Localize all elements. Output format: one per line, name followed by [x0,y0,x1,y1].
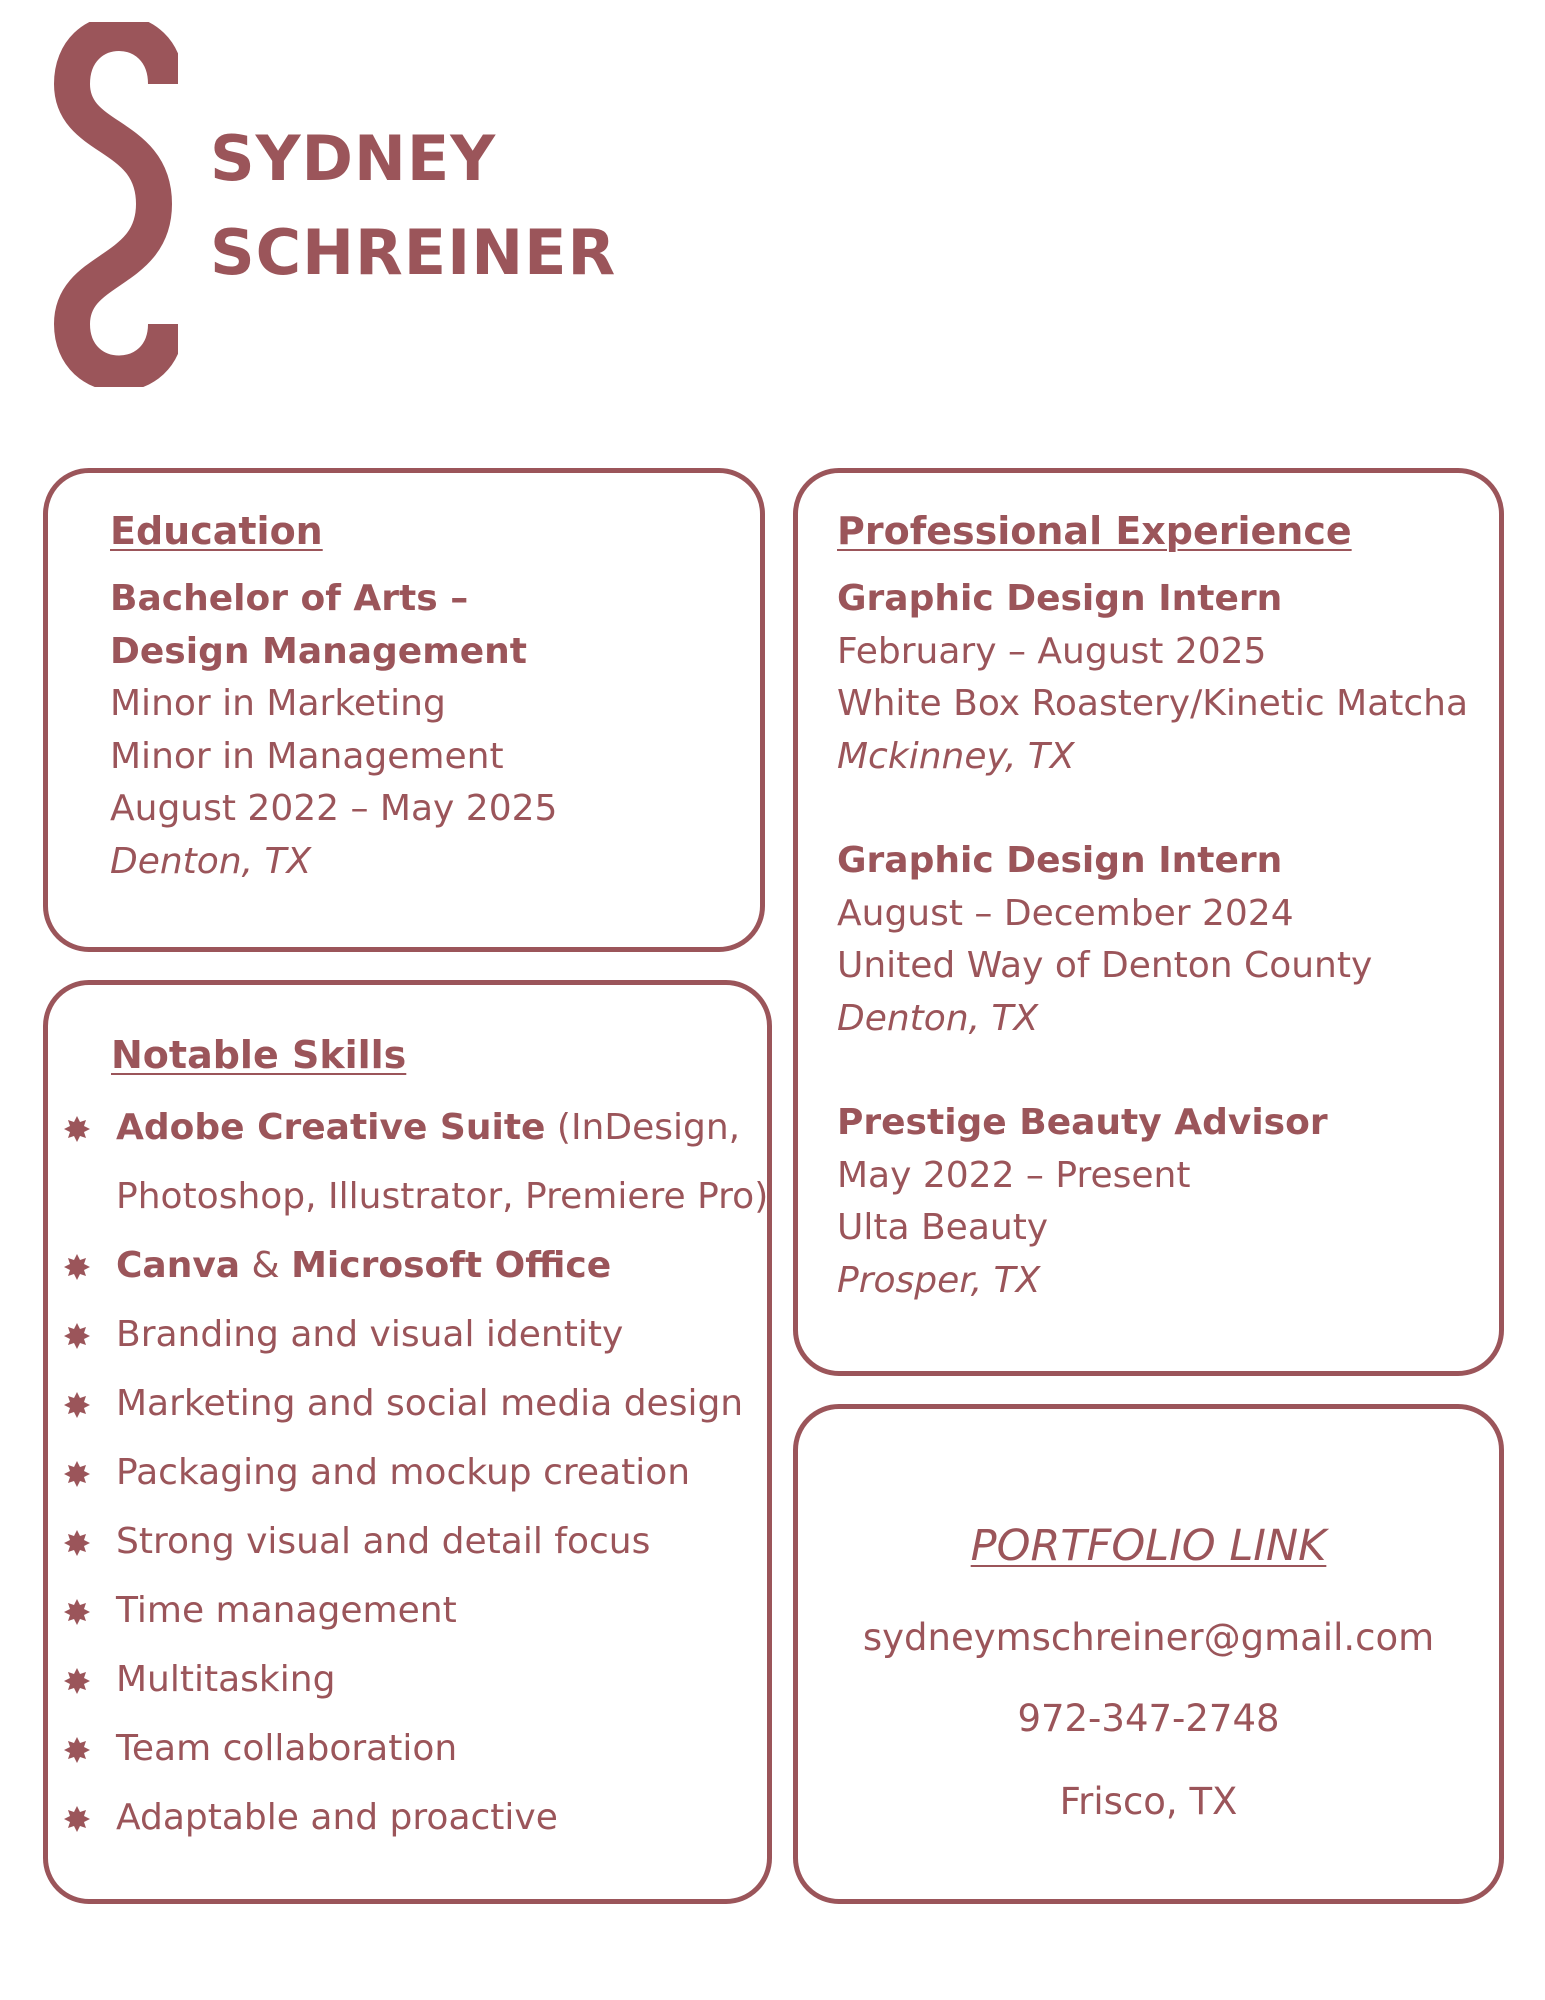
skill-label: Strong visual and detail focus [116,1521,651,1562]
star-burst-icon [64,1737,90,1763]
skill-adobe: Adobe Creative Suite [116,1107,546,1148]
job-dates: August – December 2024 [837,892,1294,934]
education-heading: Education [110,509,323,553]
skill-item [48,1300,767,1369]
skill-office: Microsoft Office [291,1245,612,1286]
skill-label: Time management [116,1590,457,1631]
phone-number: 972-347-2748 [1017,1697,1280,1740]
last-name: SCHREINER [210,216,617,289]
contact-card [793,1404,1504,1904]
star-burst-icon [64,1461,90,1487]
star-burst-icon [64,1599,90,1625]
skill-item [48,1714,767,1783]
experience-heading: Professional Experience [837,509,1352,553]
skill-item [48,1507,767,1576]
job-location: Prosper, TX [837,1259,1041,1301]
job-role: Graphic Design Intern [837,578,1283,619]
skill-label: Team collaboration [116,1728,458,1769]
skill-adobe-detail: (InDesign, [545,1107,741,1148]
star-burst-icon [64,1116,90,1142]
job-entry [837,573,1499,783]
skill-label: Marketing and social media design [116,1383,744,1424]
job-role: Graphic Design Intern [837,840,1283,881]
candidate-name [210,112,616,300]
skills-card [43,980,772,1904]
job-entry [837,835,1499,1045]
skill-label: Packaging and mockup creation [116,1452,691,1493]
city-location: Frisco, TX [1059,1780,1238,1823]
degree-line-1: Bachelor of Arts – [110,578,469,619]
job-dates: February – August 2025 [837,630,1267,672]
star-burst-icon [64,1254,90,1280]
education-card [43,468,765,952]
skill-item [48,1576,767,1645]
email-address[interactable]: sydneymschreiner@gmail.com [862,1616,1435,1659]
portfolio-link[interactable]: PORTFOLIO LINK [970,1521,1327,1571]
skill-item [48,1783,767,1852]
star-burst-icon [64,1806,90,1832]
skill-item [48,1231,767,1300]
skill-item [48,1645,767,1714]
star-burst-icon [64,1323,90,1349]
skill-label: Adaptable and proactive [116,1797,558,1838]
skill-item [48,1093,767,1231]
job-company: White Box Roastery/Kinetic Matcha [837,683,1469,724]
job-role: Prestige Beauty Advisor [837,1102,1328,1143]
skill-item [48,1438,767,1507]
job-entry [837,1097,1499,1307]
skill-adobe-apps: Photoshop, Illustrator, Premiere Pro) [116,1176,769,1217]
education-location: Denton, TX [110,840,312,882]
star-burst-icon [64,1530,90,1556]
minor-management: Minor in Management [110,735,504,777]
star-burst-icon [64,1668,90,1694]
first-name: SYDNEY [210,122,497,195]
job-location: Mckinney, TX [837,735,1075,777]
job-company: Ulta Beauty [837,1207,1049,1248]
education-dates: August 2022 – May 2025 [110,788,558,829]
experience-card [793,468,1504,1376]
skill-label: Branding and visual identity [116,1314,624,1355]
job-location: Denton, TX [837,997,1039,1039]
skill-item [48,1369,767,1438]
job-company: United Way of Denton County [837,945,1373,986]
skill-label: Multitasking [116,1659,336,1700]
skill-canva: Canva [116,1245,241,1286]
skill-ampersand: & [240,1245,292,1286]
star-burst-icon [64,1392,90,1418]
minor-marketing: Minor in Marketing [110,683,446,724]
job-dates: May 2022 – Present [837,1154,1191,1196]
skills-heading: Notable Skills [111,1033,407,1077]
ss-monogram-icon [48,22,178,387]
degree-line-2: Design Management [110,630,527,672]
